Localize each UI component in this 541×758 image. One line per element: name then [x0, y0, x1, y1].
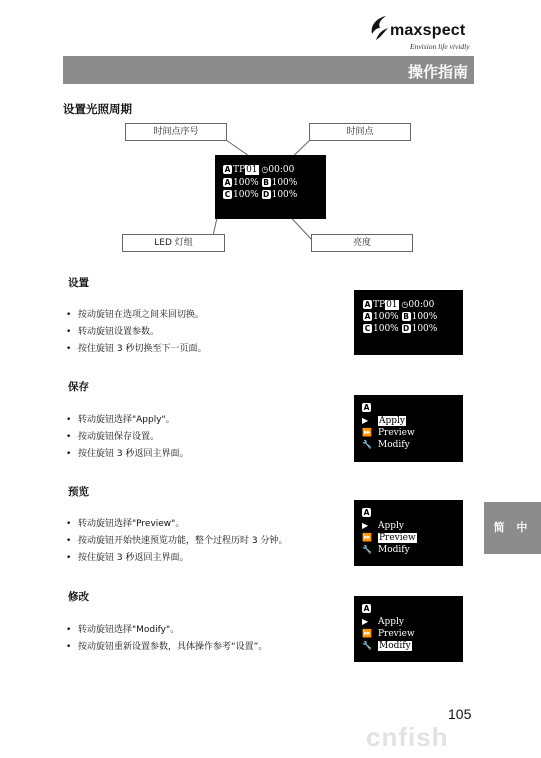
- oled-screen-setup: [354, 290, 463, 355]
- list-item: • 按住旋钮 3 秒返回主界面。: [66, 550, 287, 567]
- bullet-list-modify: [66, 622, 267, 656]
- oled-menu-modify: [354, 596, 463, 662]
- brightness-value: 100%: [233, 178, 259, 188]
- group-badge: A: [363, 403, 370, 412]
- diagram-oled-screen: [215, 155, 326, 219]
- brightness-value: 100%: [271, 178, 298, 188]
- wrench-icon: 🔧: [362, 440, 372, 449]
- menu-item-apply[interactable]: Apply: [378, 521, 404, 531]
- bullet-list-setup: [66, 307, 206, 358]
- menu-item-preview[interactable]: Preview: [378, 428, 415, 438]
- section-title-modify: 修改: [68, 591, 89, 603]
- group-badge: C: [364, 324, 371, 333]
- list-item: • 按动旋钮保存设置。: [66, 429, 188, 446]
- play-icon: ▶: [362, 521, 369, 530]
- watermark: cnfish: [366, 722, 449, 752]
- brightness-value: 100%: [233, 190, 259, 200]
- brightness-value: 100%: [411, 312, 438, 322]
- list-item: • 按住旋钮 3 秒返回主界面。: [66, 446, 188, 463]
- list-item: • 按动旋钮在选项之间来回切换。: [66, 307, 206, 324]
- menu-item-modify[interactable]: Modify: [379, 641, 411, 651]
- group-badge: C: [224, 190, 231, 199]
- bullet-list-preview: [66, 516, 287, 567]
- tp-label: TP: [373, 300, 386, 310]
- list-item: • 按住旋钮 3 秒切换至下一页面。: [66, 341, 206, 358]
- section-title-save: 保存: [68, 381, 89, 393]
- group-badge: A: [364, 300, 371, 309]
- tp-value: 01: [386, 300, 398, 310]
- fast-forward-icon: ⏩: [362, 629, 372, 638]
- group-badge: D: [402, 324, 410, 333]
- wrench-icon: 🔧: [362, 641, 372, 650]
- oled-menu-save: [354, 395, 463, 462]
- callout-time-point: 时间点: [309, 123, 411, 141]
- list-item: • 按动旋钮开始快速预览功能，整个过程历时 3 分钟。: [66, 533, 287, 550]
- list-item: • 转动旋钮选择"Modify"。: [66, 622, 267, 639]
- callout-led-group: LED 灯组: [122, 234, 225, 252]
- group-badge: A: [224, 178, 231, 187]
- language-tab[interactable]: 简 中: [484, 502, 541, 554]
- brand-tagline: Envision life vividly: [410, 42, 470, 51]
- group-badge: B: [403, 312, 409, 321]
- section-title-preview: 预览: [68, 486, 89, 498]
- time-value: 00:00: [408, 300, 435, 310]
- brightness-value: 100%: [411, 324, 438, 334]
- time-value: 00:00: [268, 165, 295, 175]
- callout-tp-index: 时间点序号: [125, 123, 227, 141]
- menu-item-modify[interactable]: Modify: [378, 545, 410, 555]
- tp-label: TP: [233, 165, 246, 175]
- menu-item-apply[interactable]: Apply: [378, 617, 404, 627]
- list-item: • 转动旋钮选择"Apply"。: [66, 412, 188, 429]
- group-badge: D: [262, 190, 270, 199]
- wrench-icon: 🔧: [362, 545, 372, 554]
- list-item: • 转动旋钮选择"Preview"。: [66, 516, 287, 533]
- clock-icon: ◷: [261, 165, 269, 174]
- bullet-list-save: [66, 412, 188, 463]
- menu-item-apply[interactable]: Apply: [379, 416, 405, 426]
- menu-item-preview[interactable]: Preview: [379, 533, 416, 543]
- oled-menu-preview: [354, 500, 463, 566]
- brightness-value: 100%: [373, 324, 399, 334]
- group-badge: B: [263, 178, 269, 187]
- brightness-value: 100%: [271, 190, 298, 200]
- group-badge: A: [224, 165, 231, 174]
- main-section-title: 设置光照周期: [63, 102, 132, 116]
- group-badge: A: [364, 312, 371, 321]
- page-number: 105: [448, 706, 472, 722]
- tp-value: 01: [246, 165, 258, 175]
- menu-item-preview[interactable]: Preview: [378, 629, 415, 639]
- play-icon: ▶: [362, 617, 369, 626]
- brightness-value: 100%: [373, 312, 399, 322]
- section-title-setup: 设置: [68, 277, 89, 289]
- menu-item-modify[interactable]: Modify: [378, 440, 410, 450]
- brand-name: maxspect: [390, 22, 466, 39]
- group-badge: A: [363, 508, 370, 517]
- fast-forward-icon: ⏩: [362, 533, 372, 542]
- callout-brightness: 亮度: [311, 234, 413, 252]
- list-item: • 转动旋钮设置参数。: [66, 324, 206, 341]
- page-title: 操作指南: [407, 63, 468, 81]
- list-item: • 按动旋钮重新设置参数，具体操作参考“设置”。: [66, 639, 267, 656]
- group-badge: A: [363, 604, 370, 613]
- fast-forward-icon: ⏩: [362, 428, 372, 437]
- play-icon: ▶: [362, 416, 369, 425]
- clock-icon: ◷: [401, 300, 409, 309]
